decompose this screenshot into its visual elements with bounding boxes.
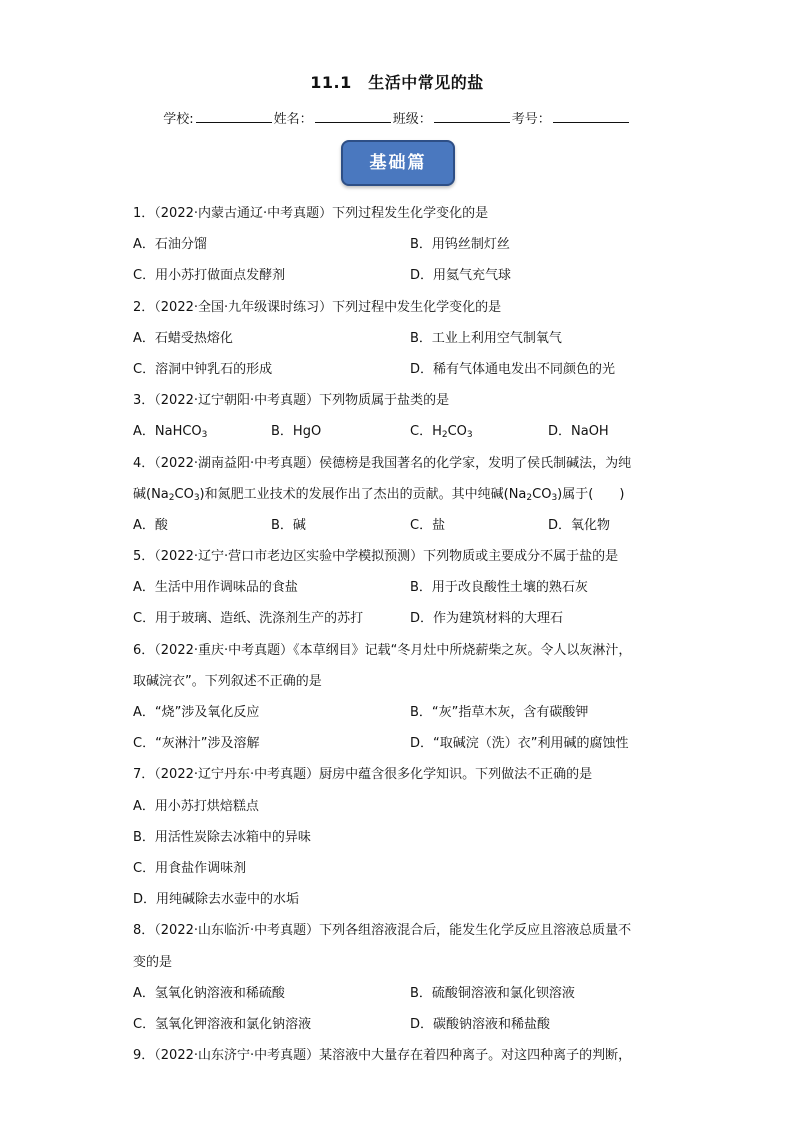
question-6-options-row1 bbox=[133, 697, 663, 728]
question-6-option-d[interactable]: D．“取碱浣（洗）衣”利用碱的腐蚀性 bbox=[410, 736, 629, 752]
question-1-option-d[interactable]: D．用氦气充气球 bbox=[410, 268, 512, 284]
question-5-options-row2 bbox=[133, 603, 663, 634]
section-badge: 基础篇 bbox=[341, 140, 455, 186]
subscript: 2 bbox=[168, 492, 175, 503]
question-5-option-c[interactable]: C．用于玻璃、造纸、洗涤剂生产的苏打 bbox=[133, 611, 364, 627]
question-9-stem-line1: 9．（2022·山东济宁·中考真题）某溶液中大量存在着四种离子。对这四种离子的判断， bbox=[133, 1048, 632, 1064]
formula-text: C．H bbox=[410, 424, 442, 440]
question-7-option-a[interactable]: A．用小苏打烘焙糕点 bbox=[133, 798, 259, 814]
question-4-option-b[interactable]: B．碱 bbox=[271, 517, 306, 533]
question-6-stem-line2: 取碱浣衣”。下列叙述不正确的是 bbox=[133, 673, 322, 689]
page-title: 11.1 生活中常见的盐 bbox=[310, 73, 484, 92]
stem-text: 碱(Na bbox=[133, 486, 169, 502]
question-2-stem: 2．（2022·全国·九年级课时练习）下列过程中发生化学变化的是 bbox=[133, 299, 502, 315]
subscript: 3 bbox=[193, 492, 200, 503]
question-8-options-row2 bbox=[133, 1009, 663, 1040]
question-list bbox=[133, 198, 663, 1071]
question-8-option-a[interactable]: A．氢氧化钠溶液和稀硫酸 bbox=[133, 985, 285, 1001]
question-4-option-a[interactable]: A．酸 bbox=[133, 517, 168, 533]
question-4-option-d[interactable]: D．氧化物 bbox=[548, 517, 611, 533]
subscript: 2 bbox=[526, 492, 533, 503]
question-6-option-c[interactable]: C．“灰淋汁”涉及溶解 bbox=[133, 736, 260, 752]
question-7-stem: 7．（2022·辽宁丹东·中考真题）厨房中蕴含很多化学知识。下列做法不正确的是 bbox=[133, 767, 593, 783]
school-blank[interactable] bbox=[196, 110, 272, 123]
question-5-options-row1 bbox=[133, 572, 663, 603]
question-8-option-d[interactable]: D．碳酸钠溶液和稀盐酸 bbox=[410, 1016, 551, 1032]
question-3-option-b[interactable]: B．HgO bbox=[271, 424, 322, 440]
question-5-option-b[interactable]: B．用于改良酸性土壤的熟石灰 bbox=[410, 580, 588, 596]
subscript: 3 bbox=[551, 492, 558, 503]
class-label: 班级： bbox=[392, 112, 432, 127]
question-2-option-b[interactable]: B．工业上利用空气制氧气 bbox=[410, 330, 562, 346]
name-label: 姓名： bbox=[273, 112, 313, 127]
subscript: 3 bbox=[466, 430, 473, 441]
formula-text: A．NaHCO bbox=[133, 424, 202, 440]
question-3-options bbox=[133, 416, 663, 447]
question-8-option-b[interactable]: B．硫酸铜溶液和氯化钡溶液 bbox=[410, 985, 575, 1001]
question-8-option-c[interactable]: C．氢氧化钾溶液和氯化钠溶液 bbox=[133, 1016, 312, 1032]
formula-text: CO bbox=[447, 424, 467, 440]
question-1-option-b[interactable]: B．用钨丝制灯丝 bbox=[410, 237, 510, 253]
question-4-option-c[interactable]: C．盐 bbox=[410, 517, 446, 533]
student-info-row bbox=[0, 108, 794, 127]
question-7-option-c[interactable]: C．用食盐作调味剂 bbox=[133, 860, 247, 876]
question-8-stem-line1: 8．（2022·山东临沂·中考真题）下列各组溶液混合后，能发生化学反应且溶液总质量不 bbox=[133, 923, 632, 939]
question-1-options-row1 bbox=[133, 229, 663, 260]
question-2-options-row1 bbox=[133, 323, 663, 354]
stem-text: CO bbox=[174, 486, 194, 502]
question-7-option-b[interactable]: B．用活性炭除去冰箱中的异味 bbox=[133, 829, 311, 845]
question-7-option-d[interactable]: D．用纯碱除去水壶中的水垢 bbox=[133, 892, 300, 908]
question-3-option-d[interactable]: D．NaOH bbox=[548, 424, 609, 440]
exam-number-label: 考号： bbox=[511, 112, 551, 127]
question-1-options-row2 bbox=[133, 260, 663, 291]
question-2-option-d[interactable]: D．稀有气体通电发出不同颜色的光 bbox=[410, 361, 616, 377]
question-1-stem: 1．（2022·内蒙古通辽·中考真题）下列过程发生化学变化的是 bbox=[133, 206, 489, 221]
question-2-option-a[interactable]: A．石蜡受热熔化 bbox=[133, 330, 233, 346]
stem-text: )属于( ) bbox=[557, 486, 625, 502]
subscript: 3 bbox=[201, 430, 208, 441]
question-4-options bbox=[133, 510, 663, 541]
question-3-option-a[interactable] bbox=[133, 416, 207, 447]
question-4-stem-line2 bbox=[133, 479, 663, 510]
question-4-stem-line1: 4．（2022·湖南益阳·中考真题）侯德榜是我国著名的化学家，发明了侯氏制碱法，为纯 bbox=[133, 455, 632, 471]
subscript: 2 bbox=[441, 430, 448, 441]
question-5-option-a[interactable]: A．生活中用作调味品的食盐 bbox=[133, 580, 298, 596]
question-5-stem: 5．（2022·辽宁·营口市老边区实验中学模拟预测）下列物质或主要成分不属于盐的是 bbox=[133, 549, 619, 565]
question-6-option-b[interactable]: B．“灰”指草木灰，含有碳酸钾 bbox=[410, 705, 589, 720]
question-2-options-row2 bbox=[133, 354, 663, 385]
class-blank[interactable] bbox=[434, 110, 510, 123]
question-6-stem-line1: 6．（2022·重庆·中考真题）《本草纲目》记载“冬月灶中所烧薪柴之灰。令人以灰淋汁， bbox=[133, 642, 632, 658]
question-6-option-a[interactable]: A．“烧”涉及氧化反应 bbox=[133, 705, 260, 720]
stem-text: )和氮肥工业技术的发展作出了杰出的贡献。其中纯碱(Na bbox=[199, 486, 527, 502]
question-5-option-d[interactable]: D．作为建筑材料的大理石 bbox=[410, 611, 564, 627]
question-1-option-c[interactable]: C．用小苏打做面点发酵剂 bbox=[133, 268, 286, 284]
stem-text: CO bbox=[532, 486, 552, 502]
question-1-option-a[interactable]: A．石油分馏 bbox=[133, 237, 207, 253]
school-label: 学校: bbox=[163, 112, 194, 127]
question-3-stem: 3．（2022·辽宁朝阳·中考真题）下列物质属于盐类的是 bbox=[133, 393, 450, 409]
name-blank[interactable] bbox=[315, 110, 391, 123]
question-6-options-row2 bbox=[133, 728, 663, 759]
question-8-options-row1 bbox=[133, 978, 663, 1009]
question-3-option-c[interactable] bbox=[410, 416, 473, 447]
question-8-stem-line2: 变的是 bbox=[133, 954, 173, 970]
question-2-option-c[interactable]: C．溶洞中钟乳石的形成 bbox=[133, 361, 273, 377]
exam-number-blank[interactable] bbox=[553, 110, 629, 123]
